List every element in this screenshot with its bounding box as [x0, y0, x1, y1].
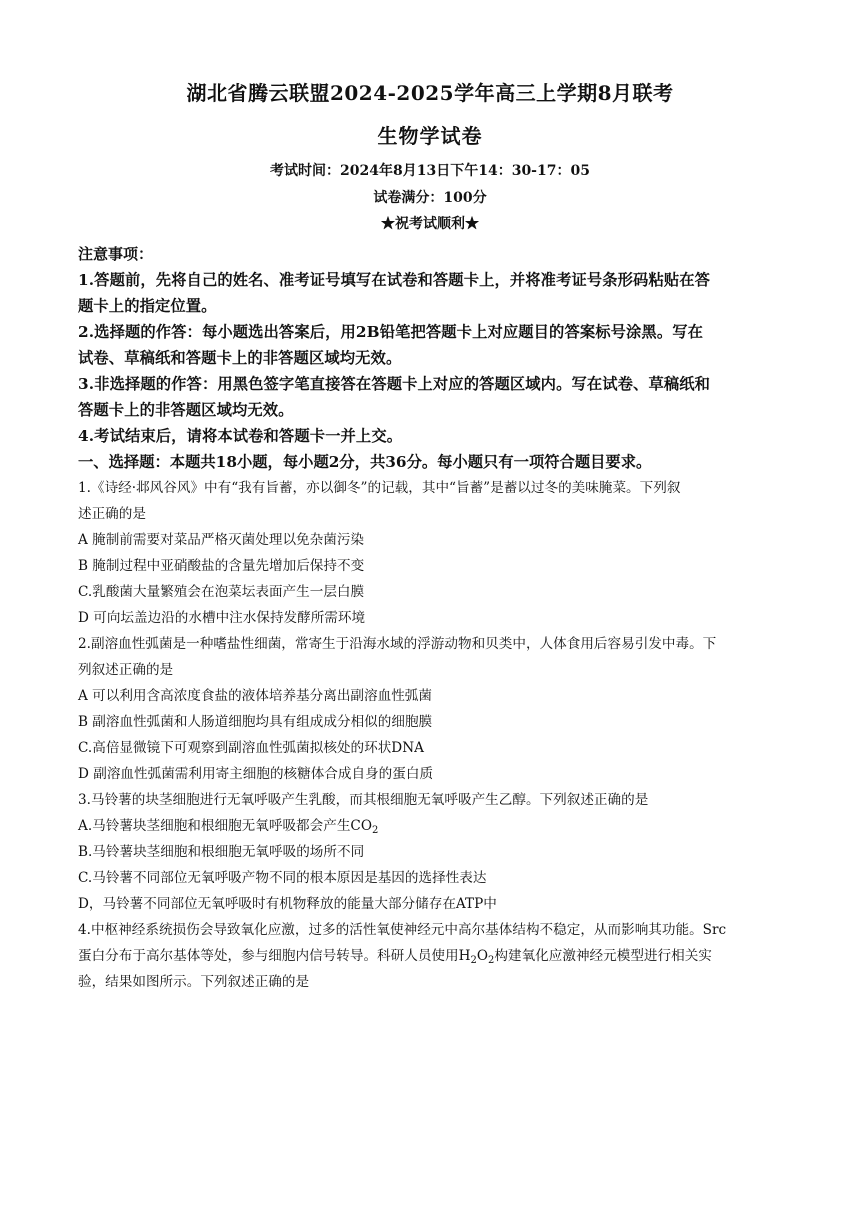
- question-option: D，马铃薯不同部位无氧呼吸时有机物释放的能量大部分储存在ATP中: [78, 896, 497, 912]
- notice-heading: 注意事项：: [78, 245, 154, 263]
- exam-subtitle: 生物学试卷: [377, 124, 483, 148]
- question-stem: 述正确的是: [78, 506, 146, 522]
- subscript: 2: [371, 825, 379, 836]
- question-stem: 1.《诗经·邶风谷风》中有“我有旨蓄，亦以御冬”的记载，其中“旨蓄”是蓄以过冬的美味腌菜。下列叙: [78, 480, 681, 496]
- question-option: A 腌制前需要对菜品严格灭菌处理以免杂菌污染: [78, 532, 365, 548]
- notice-line: 1.答题前，先将自己的姓名、准考证号填写在试卷和答题卡上，并将准考证号条形码粘贴在答: [78, 271, 711, 289]
- question-option: B.马铃薯块茎细胞和根细胞无氧呼吸的场所不同: [78, 844, 365, 860]
- notice-line: 2.选择题的作答：每小题选出答案后，用2B铅笔把答题卡上对应题目的答案标号涂黑。写在: [78, 323, 704, 341]
- good-luck-line: ★祝考试顺利★: [381, 216, 479, 232]
- stem-text: 蛋白分布于高尔基体等处，参与细胞内信号转导。科研人员使用H: [78, 948, 471, 964]
- notice-line: 试卷、草稿纸和答题卡上的非答题区域均无效。: [78, 349, 402, 367]
- question-stem: 4.中枢神经系统损伤会导致氧化应激，过多的活性氧使神经元中高尔基体结构不稳定，从而影响其功能。Src: [78, 922, 727, 938]
- notice-line: 题卡上的指定位置。: [78, 297, 217, 315]
- subscript: 2: [470, 955, 477, 966]
- question-option: C.高倍显微镜下可观察到副溶血性弧菌拟核处的环状DNA: [78, 740, 424, 756]
- notice-line: 3.非选择题的作答：用黑色签字笔直接答在答题卡上对应的答题区域内。写在试卷、草稿纸和: [78, 375, 711, 393]
- stem-text: O: [476, 948, 489, 964]
- question-option: D 可向坛盖边沿的水槽中注水保持发酵所需环境: [78, 610, 366, 626]
- question-option: B 腌制过程中亚硝酸盐的含量先增加后保持不变: [78, 558, 365, 574]
- question-option: B 副溶血性弧菌和人肠道细胞均具有组成成分相似的细胞膜: [78, 714, 433, 730]
- option-text: A.马铃薯块茎细胞和根细胞无氧呼吸都会产生CO: [78, 818, 372, 834]
- question-option: C.乳酸菌大量繁殖会在泡菜坛表面产生一层白膜: [78, 584, 365, 600]
- exam-time: 考试时间：2024年8月13日下午14：30-17：05: [270, 163, 590, 179]
- question-stem: 2.副溶血性弧菌是一种嗜盐性细菌，常寄生于沿海水域的浮游动物和贝类中，人体食用后容易引发中毒。下: [78, 636, 717, 652]
- question-option: [78, 813, 784, 839]
- question-stem: 列叙述正确的是: [78, 662, 174, 678]
- exam-title: 湖北省腾云联盟2024-2025学年高三上学期8月联考: [186, 81, 674, 105]
- subscript: 2: [488, 955, 495, 966]
- question-stem: [78, 943, 784, 969]
- notice-line: 答题卡上的非答题区域均无效。: [78, 401, 294, 419]
- question-stem: 验，结果如图所示。下列叙述正确的是: [78, 974, 310, 990]
- notice-line: 4.考试结束后，请将本试卷和答题卡一并上交。: [78, 427, 403, 445]
- question-option: D 副溶血性弧菌需利用寄主细胞的核糖体合成自身的蛋白质: [78, 766, 434, 782]
- question-stem: 3.马铃薯的块茎细胞进行无氧呼吸产生乳酸，而其根细胞无氧呼吸产生乙醇。下列叙述正确的是: [78, 792, 649, 808]
- full-score: 试卷满分：100分: [373, 190, 487, 206]
- question-option: C.马铃薯不同部位无氧呼吸产物不同的根本原因是基因的选择性表达: [78, 870, 487, 886]
- stem-text: 构建氧化应激神经元模型进行相关实: [494, 948, 712, 964]
- question-option: A 可以利用含高浓度食盐的液体培养基分离出副溶血性弧菌: [78, 688, 432, 704]
- exam-body: [78, 241, 784, 995]
- section-heading: 一、选择题：本题共18小题，每小题2分，共36分。每小题只有一项符合题目要求。: [78, 453, 652, 471]
